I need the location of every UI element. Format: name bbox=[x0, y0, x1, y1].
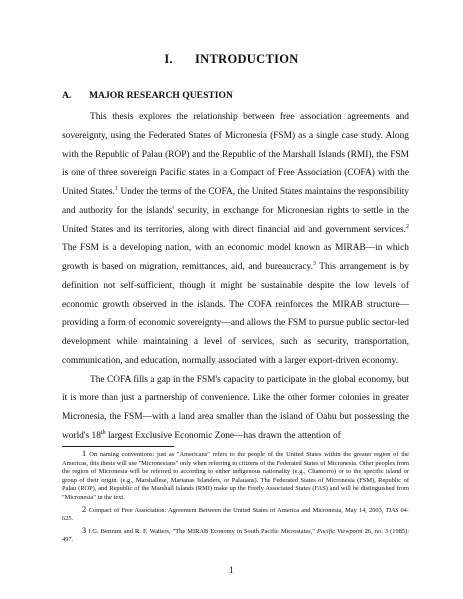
text-run: On naming conventions: just as "Americans" refers to the people of the United States within the greater region of the Americas, this thesis will use "Micronesians" only when referring to citizens of the Federated States of Micronesia. Other peoples from the region of Micronesia will be referred to according to either indigenous nationality (e.g., Chamorro) or to the specific island or group of their origin. (e.g., Marshallese, Marianas Islanders, or Palauans). The Federated States of Micronesia (FSM), Republic of Palau (ROP), and Republic of the Marshall Islands (RMI) make up the Freely Associated States (FAS) and will be distinguished from "Micronesia" in the text. bbox=[62, 451, 410, 501]
footnote-2 bbox=[62, 506, 409, 524]
footnote-1 bbox=[62, 450, 409, 503]
footnote-reference: 2 bbox=[406, 223, 409, 230]
footnote-number: 3 bbox=[82, 525, 89, 535]
text-run: largest Exclusive Economic Zone—has drawn the attention of bbox=[105, 430, 341, 441]
section-heading bbox=[62, 90, 233, 101]
footnote-divider bbox=[62, 446, 174, 447]
page-number: 1 bbox=[229, 566, 234, 576]
footnote-number: 1 bbox=[82, 449, 90, 458]
text-run: This thesis explores the relationship between free association agreements and sovereignty, using the Federated States of Micronesia (FSM) as a single case study. Along with the Republic of Palau (ROP) and the Republic of the Marshall Islands (RMI), the FSM is one of three sovereign Pacific states in a Compact of Free Association (COFA) with the United States. bbox=[62, 112, 409, 197]
text-run: 04-625. bbox=[62, 506, 409, 523]
footnote-3 bbox=[62, 527, 409, 545]
paragraph-2 bbox=[62, 371, 409, 446]
text-run: The COFA fills a gap in the FSM's capacity to participate in the global economy, but it is more than just a partnership of convenience. Like the other former colonies in greater Micronesia, the FSM—with a land area smaller than the island of Oahu but possessing the world's 18 bbox=[62, 374, 409, 441]
text-run: Compact of Free Association: Agreement Between the United States of America and Micronesia, May 14, 2003, bbox=[88, 506, 386, 514]
section-title: MAJOR RESEARCH QUESTION bbox=[89, 90, 233, 101]
footnote-reference: 1 bbox=[114, 185, 118, 192]
chapter-title-text: INTRODUCTION bbox=[194, 52, 299, 66]
text-run: The FSM is a developing nation, with an economic model known as MIRAB—in which growth is based on migration, remittances, aid, and bureaucracy. bbox=[62, 243, 409, 272]
section-letter: A. bbox=[62, 90, 72, 101]
italic-text: Pacific Viewpoint bbox=[316, 527, 363, 535]
text-run: This arrangement is by definition not self-sufficient, though it might be sustainable despite the low levels of economic growth observed in the islands. The COFA reinforces the MIRAB structure—providing a form of economic sovereignty—and allows the FSM to pursue public sector-led development while maintaining a level of services, such as security, transportation, communication, and education, normally associated with a larger export-driven economy. bbox=[62, 262, 409, 366]
footnote-number: 2 bbox=[82, 504, 89, 514]
footnote-reference: th bbox=[100, 429, 106, 436]
body-text bbox=[62, 108, 409, 446]
chapter-title bbox=[0, 52, 463, 67]
text-run: 26, no. 3 (1985): 497. bbox=[62, 527, 409, 544]
footnotes bbox=[62, 450, 409, 548]
paragraph-1 bbox=[62, 108, 409, 371]
text-run: I.G. Bertram and R. F. Watters, "The MIRAB Economy in South Pacific Microstates," bbox=[88, 527, 317, 535]
footnote-reference: 3 bbox=[312, 260, 316, 267]
chapter-number: I. bbox=[164, 52, 173, 66]
text-run: Under the terms of the COFA, the United States maintains the responsibility and authority for the islands' security, in exchange for Micronesian rights to settle in the United States and its territories, along with direct financial aid and government services. bbox=[62, 187, 409, 235]
italic-text: TIAS bbox=[385, 506, 399, 514]
